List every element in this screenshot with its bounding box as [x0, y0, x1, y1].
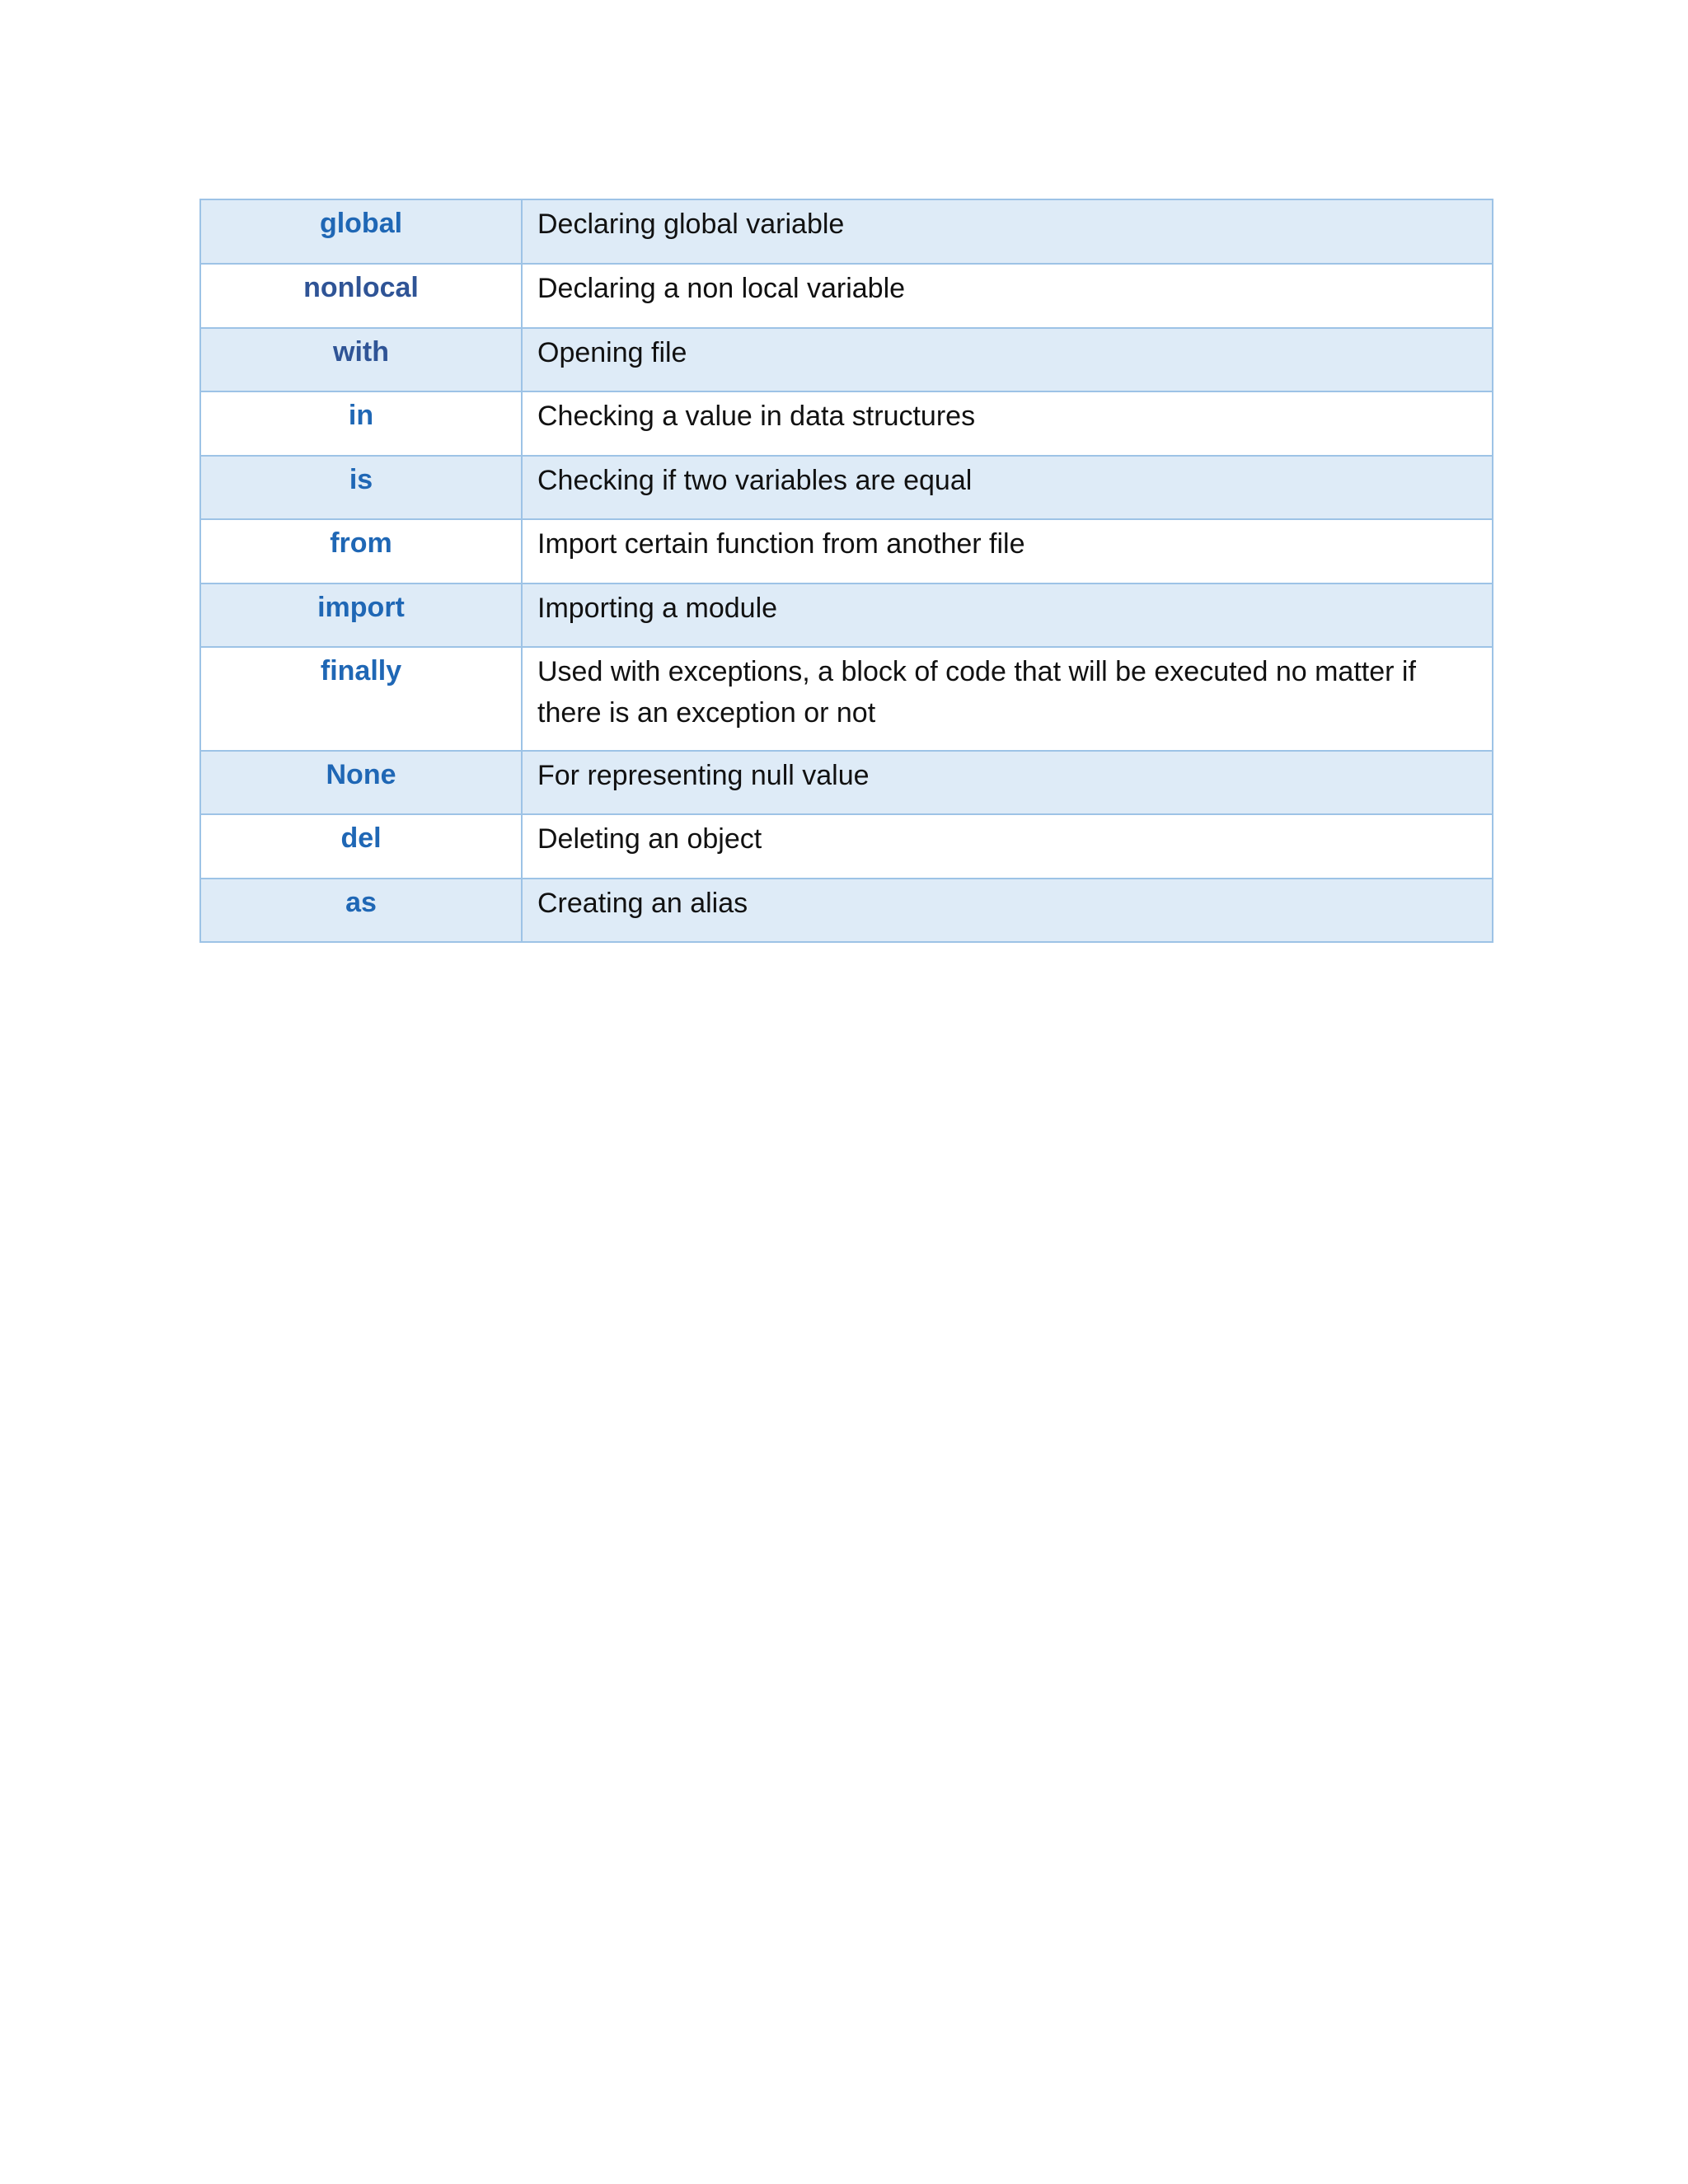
description-cell: Import certain function from another file [522, 519, 1493, 583]
keyword-cell: finally [200, 647, 522, 751]
description-cell: For representing null value [522, 751, 1493, 814]
table-row [200, 583, 1493, 647]
keyword-cell: del [200, 814, 522, 879]
keyword-cell: is [200, 456, 522, 519]
description-cell: Checking a value in data structures [522, 391, 1493, 456]
keyword-cell: nonlocal [200, 264, 522, 328]
keyword-cell: import [200, 583, 522, 647]
table-row [200, 391, 1493, 456]
description-cell: Checking if two variables are equal [522, 456, 1493, 519]
description-cell: Deleting an object [522, 814, 1493, 879]
keywords-table [199, 199, 1493, 943]
keyword-cell: from [200, 519, 522, 583]
keyword-cell: with [200, 328, 522, 391]
description-cell: Opening file [522, 328, 1493, 391]
table-row [200, 199, 1493, 264]
table-row [200, 264, 1493, 328]
keyword-cell: as [200, 879, 522, 942]
description-cell: Declaring global variable [522, 199, 1493, 264]
table-row [200, 751, 1493, 814]
keyword-cell: in [200, 391, 522, 456]
table-row [200, 879, 1493, 942]
table-row [200, 647, 1493, 751]
description-cell: Declaring a non local variable [522, 264, 1493, 328]
table-row [200, 456, 1493, 519]
description-cell: Used with exceptions, a block of code that will be executed no matter if there is an exception or not [522, 647, 1493, 751]
description-cell: Importing a module [522, 583, 1493, 647]
keyword-cell: global [200, 199, 522, 264]
keyword-cell: None [200, 751, 522, 814]
description-cell: Creating an alias [522, 879, 1493, 942]
table-row [200, 814, 1493, 879]
table-row [200, 519, 1493, 583]
table-row [200, 328, 1493, 391]
